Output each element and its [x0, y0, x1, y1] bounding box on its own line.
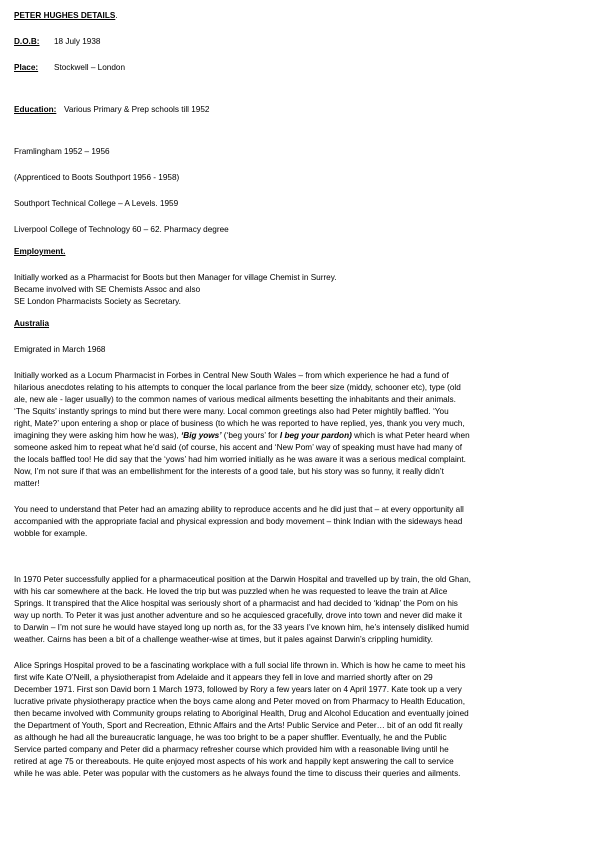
paragraph-line: someone asked him to repeat what he’d said (of course, his accent and ‘New Pom’ way of speaking must have had many of: [14, 443, 462, 452]
education-item: Framlingham 1952 – 1956: [14, 147, 110, 156]
australia-heading: Australia: [14, 319, 50, 328]
dob-label: D.O.B:: [14, 37, 40, 46]
line-text: which is what Peter heard when: [351, 431, 470, 440]
paragraph-accents: [14, 504, 584, 540]
italic-phrase: I beg your pardon): [279, 431, 352, 440]
italic-phrase: ‘Big yows’: [181, 431, 222, 440]
education-item: Southport Technical College – A Levels. 1959: [14, 199, 179, 208]
line-text: (‘beg yours’ for: [221, 431, 280, 440]
dob-row: [14, 36, 584, 48]
education-row: [14, 104, 584, 116]
employment-line: Initially worked as a Pharmacist for Boots but then Manager for village Chemist in Surrey.: [14, 273, 337, 282]
paragraph-line: lucrative private physiotherapy practice when the boys came along and Peter moved on from Pharmacy to Health Education,: [14, 697, 466, 706]
paragraph-line: the Department of Youth, Sport and Recreation, Ethnic Affairs and the Arts! Public Service and Peter… bit of an odd fit really: [14, 721, 463, 730]
paragraph-forbes: [14, 370, 584, 490]
paragraph-line: as although he had all the bureaucratic language, he was too bright to be a paper shuffler. Eventually, he and the Public: [14, 733, 447, 742]
education-label: Education:: [14, 105, 57, 114]
employment-paragraph: [14, 272, 584, 308]
education-item: Liverpool College of Technology 60 – 62. Pharmacy degree: [14, 225, 229, 234]
paragraph-line: to Darwin – I’m not sure he would have stayed long up north as, for the 33 years I’ve known him, he’s intensely disliked humid: [14, 623, 469, 632]
paragraph-line: way up north. To Peter it was just another adventure and so he acquiesced gracefully, drove into town and never did make it: [14, 611, 462, 620]
place-label: Place:: [14, 63, 39, 72]
paragraph-line: with his car somewhere at the back. He loved the trip but was puzzled when he was requested to leave the train at Alice: [14, 587, 448, 596]
paragraph-line: Alice Springs Hospital proved to be a fascinating workplace with a full social life thrown in. Which is how he came to meet his: [14, 661, 466, 670]
paragraph-line: Springs. It transpired that the Alice hospital was seriously short of a pharmacist and had decided to ‘kidnap’ the Pom on his: [14, 599, 458, 608]
title-suffix: .: [115, 11, 118, 20]
place-value: Stockwell – London: [54, 63, 126, 72]
paragraph-line: Now, I’m not sure if that was an embellishment for the interests of a good tale, but his story was so funny, it really didn’t: [14, 467, 444, 476]
paragraph-line: Initially worked as a Locum Pharmacist in Forbes in Central New South Wales – from which experience he had a fund of: [14, 371, 449, 380]
paragraph-alice-springs: [14, 660, 584, 780]
paragraph-line-mixed: [14, 430, 584, 442]
employment-line: Became involved with SE Chemists Assoc and also: [14, 285, 201, 294]
paragraph-line: then became involved with Community groups relating to Aboriginal Health, Drug and Alcohol Education and eventually joined: [14, 709, 469, 718]
education-item: (Apprenticed to Boots Southport 1956 - 1958): [14, 173, 180, 182]
title-text: PETER HUGHES DETAILS: [14, 11, 116, 20]
paragraph-line: while he was able. Peter was popular with the customers as he always found the time to discuss their queries and ailments.: [14, 769, 461, 778]
paragraph-darwin: [14, 574, 584, 646]
paragraph-line: matter!: [14, 479, 40, 488]
paragraph-line: wobble for example.: [14, 529, 88, 538]
place-row: [14, 62, 584, 74]
education-value: Various Primary & Prep schools till 1952: [64, 105, 210, 114]
paragraph-line: In 1970 Peter successfully applied for a pharmaceutical position at the Darwin Hospital and travelled up by train, the old Ghan,: [14, 575, 471, 584]
employment-heading: Employment.: [14, 247, 66, 256]
paragraph-line: ‘The Squits’ instantly springs to mind but there were many. Local common greetings also had Peter mightily baffled. ‘You: [14, 407, 449, 416]
paragraph-line: the locals baffled too! He did say that the ‘yows’ had him worried initially as he was aware it was a serious medical complaint.: [14, 455, 466, 464]
paragraph-line: hilarious anecdotes relating to his attempts to conquer the local parlance from the beer size (middy, schooner etc), type (old: [14, 383, 461, 392]
document-page: [14, 10, 584, 780]
paragraph-line: first wife Kate O’Neill, a physiotherapist from Adelaide and it appears they fell in love and married shortly after on 29: [14, 673, 433, 682]
dob-value: 18 July 1938: [54, 37, 101, 46]
paragraph-line: December 1971. First son David born 1 March 1973, followed by Rory a few years later on 4 April 1977. Kate took up a very: [14, 685, 462, 694]
paragraph-line: accompanied with the appropriate facial and physical expression and body movement – think Indian with the sideways head: [14, 517, 463, 526]
document-title: [14, 10, 584, 22]
paragraph-line: right, Mate?’ upon entering a shop or place of business (to which he was reported to have replied, yes, thank you very much,: [14, 419, 465, 428]
employment-line: SE London Pharmacists Society as Secretary.: [14, 297, 181, 306]
paragraph-line: You need to understand that Peter had an amazing ability to reproduce accents and he did just that – at every opportunity all: [14, 505, 464, 514]
paragraph-line: ale, new ale - lager usually) to the common names of various medical ailments besetting the inhabitants and their animals.: [14, 395, 456, 404]
line-text: imagining they were asking him how he was),: [14, 431, 182, 440]
emigrated-line: Emigrated in March 1968: [14, 345, 106, 354]
paragraph-line: retired at age 75 or thereabouts. He quite enjoyed most aspects of his work and happily kept answering the call to service: [14, 757, 454, 766]
paragraph-line: Service parted company and Peter did a pharmacy refresher course which provided him with a reasonable living until he: [14, 745, 449, 754]
paragraph-line: weather. Cairns has been a bit of a challenge weather-wise at times, but it pales against Darwin’s crippling humidity.: [14, 635, 433, 644]
